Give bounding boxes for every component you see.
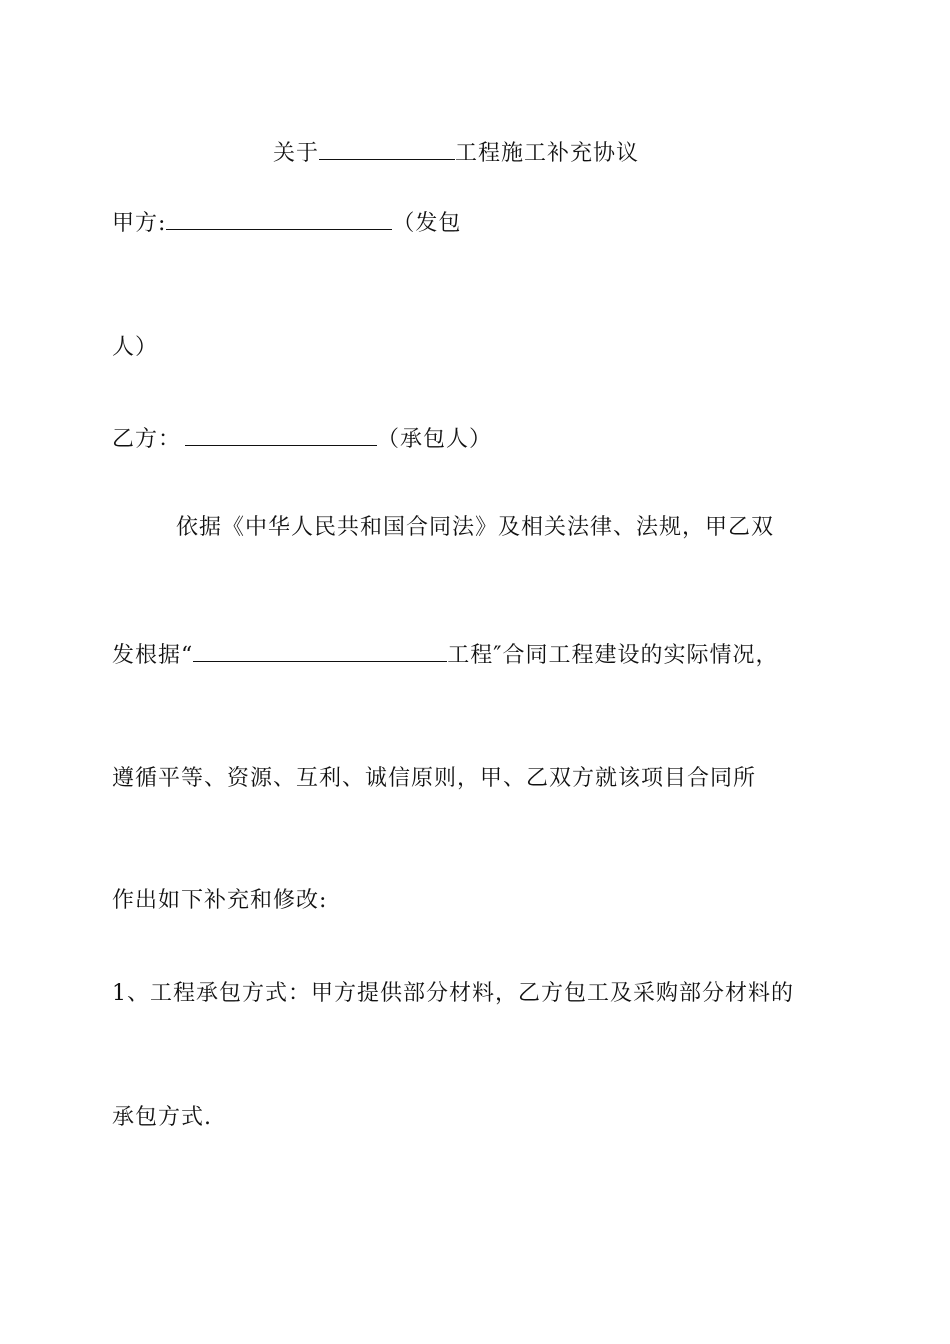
party-a-role-close-text: 人） bbox=[112, 335, 159, 360]
party-a-role-close bbox=[112, 333, 158, 363]
title-suffix: 工程施工补充协议 bbox=[455, 141, 640, 166]
paragraph-text: 发根据“ bbox=[112, 643, 194, 668]
paragraph-text: 工程″合同工程建设的实际情况， bbox=[447, 643, 779, 668]
paragraph-line bbox=[112, 764, 756, 794]
paragraph-text: 作出如下补充和修改: bbox=[112, 888, 328, 913]
party-b-blank bbox=[185, 423, 377, 446]
project-name-blank bbox=[319, 137, 455, 160]
clause-text: 承包方式. bbox=[112, 1105, 212, 1130]
party-b-line bbox=[112, 423, 492, 455]
paragraph-text: 依据《中华人民共和国合同法》及相关法律、法规，甲乙双 bbox=[176, 515, 775, 540]
contract-project-blank bbox=[193, 639, 447, 662]
clause-text: 1、工程承包方式：甲方提供部分材料，乙方包工及采购部分材料的 bbox=[112, 981, 794, 1006]
paragraph-text: 遵循平等、资源、互利、诚信原则，甲、乙双方就该项目合同所 bbox=[112, 766, 757, 791]
paragraph-line bbox=[176, 513, 774, 543]
clause-item bbox=[112, 979, 794, 1009]
clause-item bbox=[112, 1103, 212, 1133]
paragraph-line bbox=[112, 639, 778, 671]
party-a-role-open: （发包 bbox=[392, 211, 462, 236]
party-a-blank bbox=[166, 207, 392, 230]
title-prefix: 关于 bbox=[273, 141, 320, 166]
party-b-role: （承包人） bbox=[377, 427, 493, 452]
page-title bbox=[273, 137, 639, 169]
party-a-line bbox=[112, 207, 461, 239]
party-a-label: 甲方: bbox=[112, 211, 167, 236]
party-b-label: 乙方： bbox=[112, 427, 182, 452]
paragraph-line bbox=[112, 886, 327, 916]
